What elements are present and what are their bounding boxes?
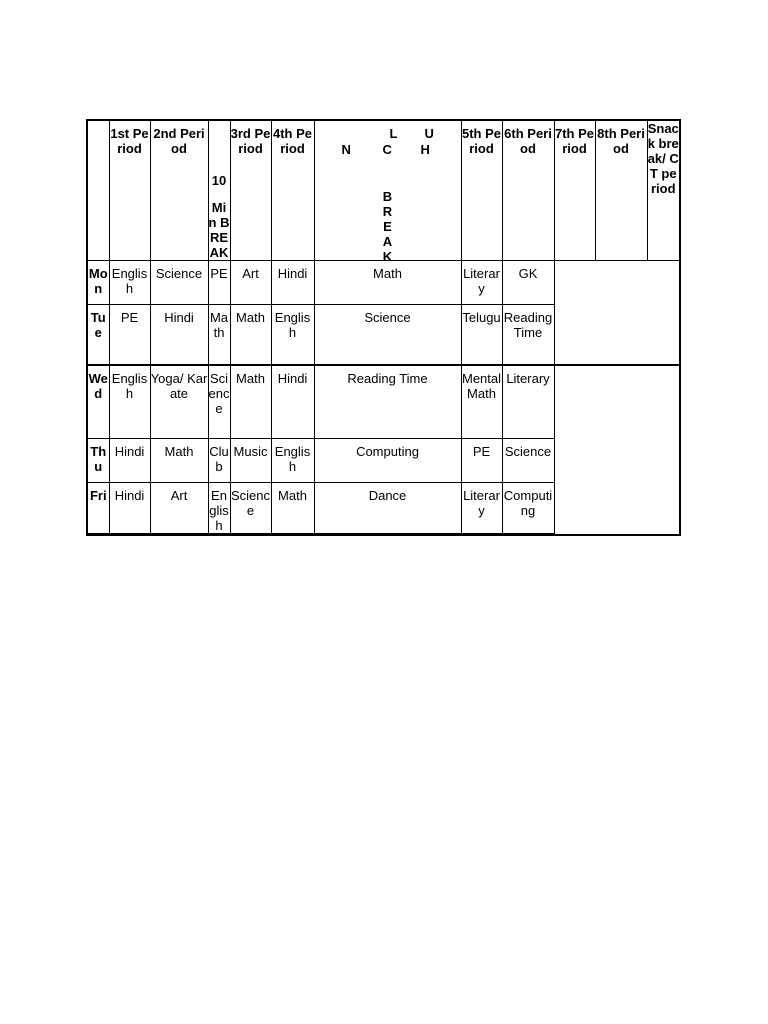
timetable (86, 119, 681, 536)
day-label: Tue (87, 305, 109, 365)
subject-cell: GK (502, 261, 554, 305)
subject-cell: Science (314, 305, 461, 365)
subject-cell: Art (230, 261, 271, 305)
spacer-cell (87, 534, 109, 536)
lunch-break-word: BREAK (382, 189, 393, 264)
snack-break-column: Snack break/ CT period (647, 120, 680, 261)
subject-cell: Hindi (271, 365, 314, 439)
spacer-cell (208, 534, 230, 536)
subject-cell: Club (208, 439, 230, 483)
header-period-1: 1st Period (109, 120, 150, 261)
subject-cell: Math (208, 305, 230, 365)
subject-cell: Math (230, 365, 271, 439)
header-period-3: 3rd Period (230, 120, 271, 261)
lunch-letter: U (424, 126, 434, 141)
subject-cell: Dance (314, 483, 461, 534)
lunch-letter: L (389, 126, 398, 141)
subject-cell: English (271, 305, 314, 365)
subject-cell: Hindi (109, 439, 150, 483)
subject-cell: PE (109, 305, 150, 365)
subject-cell: Computing (314, 439, 461, 483)
subject-cell: Hindi (271, 261, 314, 305)
subject-cell: Math (314, 261, 461, 305)
subject-cell: Literary (502, 365, 554, 439)
corner-cell (87, 120, 109, 261)
subject-cell: Telugu (461, 305, 502, 365)
subject-cell: Yoga/ Karate (150, 365, 208, 439)
subject-cell: Science (502, 439, 554, 483)
day-label: Fri (87, 483, 109, 534)
spacer-cell (230, 534, 271, 536)
header-period-4: 4th Period (271, 120, 314, 261)
subject-cell: Mental Math (461, 365, 502, 439)
subject-cell: Hindi (150, 305, 208, 365)
spacer-cell (150, 534, 208, 536)
subject-cell: Music (230, 439, 271, 483)
subject-cell: Art (150, 483, 208, 534)
subject-cell: English (109, 261, 150, 305)
header-period-6: 6th Period (502, 120, 554, 261)
subject-cell: Literary (461, 261, 502, 305)
subject-cell: Computing (502, 483, 554, 534)
spacer-cell (109, 534, 150, 536)
subject-cell: Math (271, 483, 314, 534)
lunch-letter: H (420, 142, 430, 157)
subject-cell: Math (230, 305, 271, 365)
subject-cell: Science (208, 365, 230, 439)
subject-cell: English (271, 439, 314, 483)
subject-cell: Hindi (109, 483, 150, 534)
subject-cell: PE (461, 439, 502, 483)
subject-cell: Literary (461, 483, 502, 534)
day-label: Mon (87, 261, 109, 305)
day-label: Thu (87, 439, 109, 483)
subject-cell: Math (150, 439, 208, 483)
header-period-8: 8th Period (595, 120, 647, 261)
subject-cell: Science (150, 261, 208, 305)
spacer-cell (271, 534, 314, 536)
subject-cell: English (208, 483, 230, 534)
subject-cell: Reading Time (314, 365, 461, 439)
spacer-cell (461, 534, 502, 536)
spacer-cell (314, 534, 461, 536)
subject-cell: Science (230, 483, 271, 534)
lunch-letter: N (341, 142, 351, 157)
header-period-2: 2nd Period (150, 120, 208, 261)
header-period-5: 5th Period (461, 120, 502, 261)
subject-cell: English (109, 365, 150, 439)
subject-cell: PE (208, 261, 230, 305)
short-break-column: 10 Min BREAK (208, 120, 230, 261)
header-period-7: 7th Period (554, 120, 595, 261)
subject-cell: Reading Time (502, 305, 554, 365)
spacer-cell (502, 534, 554, 536)
lunch-letter: C (382, 142, 392, 157)
lunch-break-column (314, 120, 461, 264)
day-label: Wed (87, 365, 109, 439)
